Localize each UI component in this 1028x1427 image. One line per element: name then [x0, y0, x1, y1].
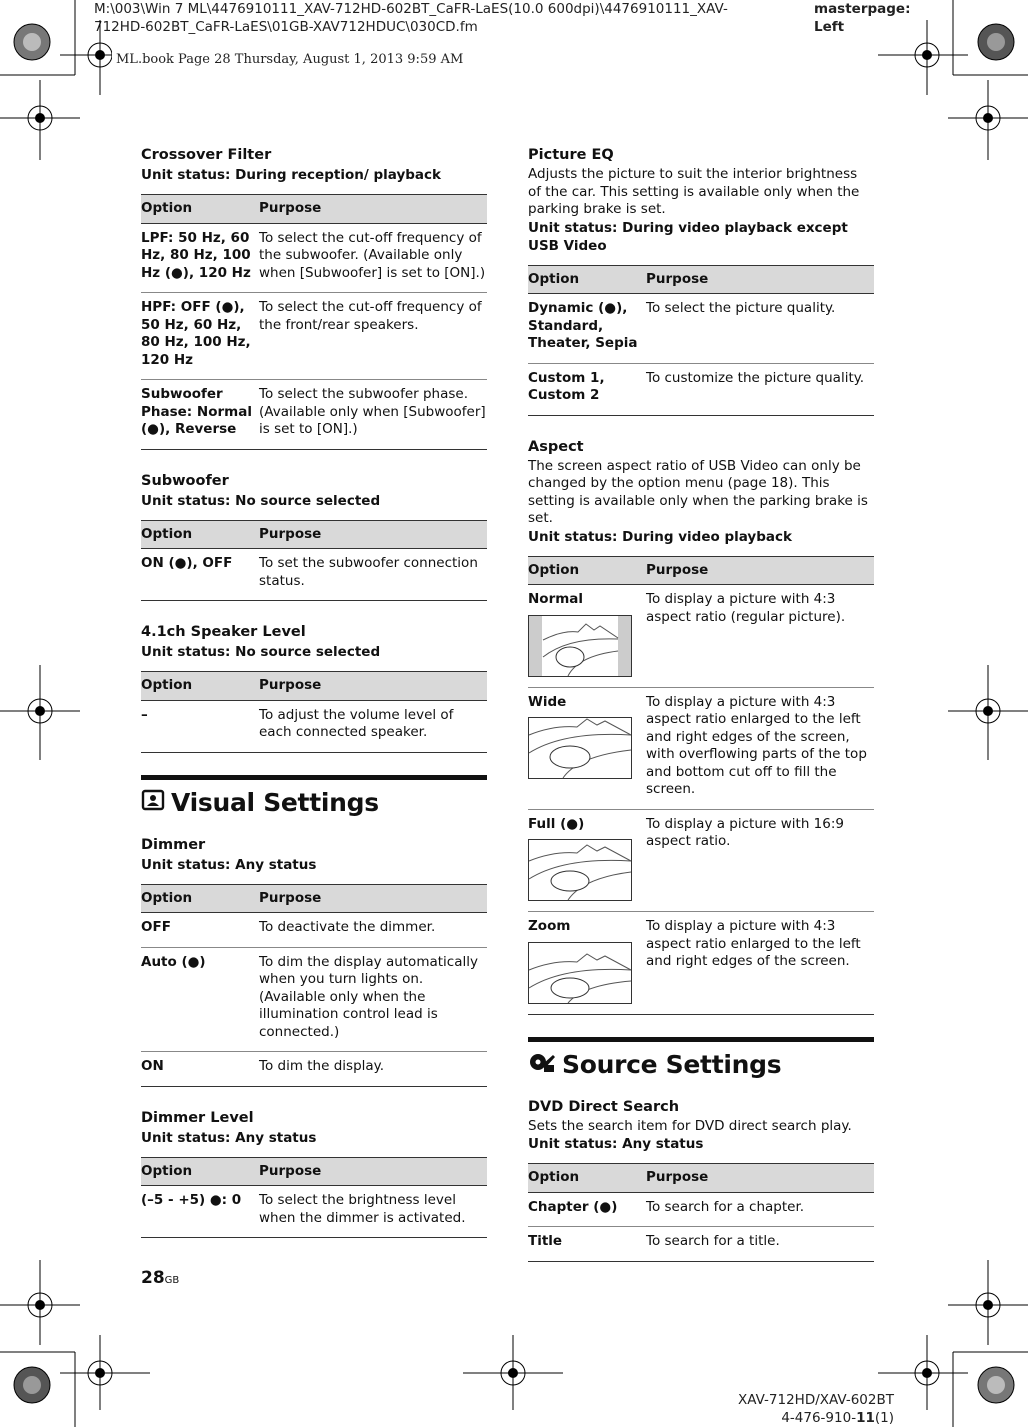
- crossover-unit-status: Unit status: During reception/ playback: [141, 167, 441, 183]
- wide-aspect-illustration: [528, 717, 632, 779]
- dvd-direct-search-unit-status: Unit status: Any status: [528, 1136, 704, 1152]
- aspect-title: Aspect: [528, 438, 584, 455]
- visual-settings-icon: [141, 788, 165, 818]
- normal-aspect-illustration: [528, 615, 632, 677]
- part-number-suffix: (1): [874, 1410, 894, 1426]
- option-header: Option: [528, 556, 646, 585]
- purpose-cell: To select the picture quality.: [646, 294, 874, 364]
- aspect-option-label: Normal: [528, 591, 584, 607]
- option-cell: Title: [528, 1227, 646, 1262]
- purpose-cell: To adjust the volume level of each connected speaker.: [259, 700, 487, 752]
- table-row: [141, 947, 487, 1052]
- dvd-direct-search-section: [528, 1098, 874, 1262]
- table-row: [141, 1186, 487, 1238]
- table-header: [528, 1164, 874, 1193]
- purpose-cell: To deactivate the dimmer.: [259, 913, 487, 948]
- option-cell: LPF: 50 Hz, 60 Hz, 80 Hz, 100 Hz (●), 120 Hz: [141, 223, 259, 293]
- aspect-option-label: Full (●): [528, 815, 585, 832]
- table-row: [528, 363, 874, 415]
- table-header: [141, 520, 487, 549]
- purpose-cell: To display a picture with 4:3 aspect ratio enlarged to the left and right edges of the screen.: [646, 912, 874, 1015]
- subwoofer-title: Subwoofer: [141, 472, 229, 489]
- purpose-header: Purpose: [646, 556, 874, 585]
- purpose-cell: To customize the picture quality.: [646, 363, 874, 415]
- purpose-header: Purpose: [259, 1157, 487, 1186]
- dvd-direct-search-table: [528, 1163, 874, 1262]
- option-header: Option: [141, 520, 259, 549]
- model-footer: [738, 1391, 894, 1427]
- purpose-cell: To set the subwoofer connection status.: [259, 549, 487, 601]
- table-row: [528, 912, 874, 1015]
- table-header: [528, 265, 874, 294]
- aspect-option-label: Zoom: [528, 918, 571, 934]
- speaker-level-unit-status: Unit status: No source selected: [141, 644, 381, 660]
- option-cell: ON (●), OFF: [141, 549, 259, 601]
- subwoofer-table: [141, 520, 487, 602]
- speaker-level-title: 4.1ch Speaker Level: [141, 624, 306, 640]
- table-row: [528, 687, 874, 809]
- option-header: Option: [528, 1164, 646, 1193]
- subwoofer-section: [141, 472, 487, 602]
- book-info-line: ML.book Page 28 Thursday, August 1, 2013 9:59 AM: [112, 52, 467, 67]
- option-cell: [528, 687, 646, 809]
- table-row: [141, 223, 487, 293]
- speaker-level-table: [141, 671, 487, 753]
- zoom-aspect-illustration: [528, 942, 632, 1004]
- table-row: [528, 1227, 874, 1262]
- table-row: [528, 294, 874, 364]
- purpose-cell: To select the brightness level when the dimmer is activated.: [259, 1186, 487, 1238]
- aspect-section: [528, 438, 874, 1015]
- left-column: [141, 146, 487, 1260]
- option-cell: [528, 912, 646, 1015]
- part-number-prefix: 4-476-910-: [781, 1410, 857, 1426]
- picture-eq-section: [528, 146, 874, 416]
- aspect-option-label: Wide: [528, 693, 567, 710]
- file-path: M:\003\Win 7 ML\4476910111_XAV-712HD-602BT_CaFR-LaES(10.0 600dpi)\4476910111_XAV-712HD-602BT_CaFR-LaES\01GB-XAV712HDUC\030CD.fm: [94, 1, 728, 35]
- dvd-direct-search-title: DVD Direct Search: [528, 1098, 680, 1115]
- table-row: [528, 809, 874, 912]
- crossover-section: [141, 146, 487, 450]
- dimmer-level-table: [141, 1157, 487, 1239]
- picture-eq-title: Picture EQ: [528, 147, 614, 163]
- option-cell: ON: [141, 1052, 259, 1087]
- option-header: Option: [141, 1157, 259, 1186]
- option-cell: Auto (●): [141, 947, 259, 1052]
- dimmer-section: [141, 836, 487, 1087]
- picture-eq-description: Adjusts the picture to suit the interior brightness of the car. This setting is available only when the parking brake is set.: [528, 166, 860, 217]
- purpose-cell: To search for a chapter.: [646, 1192, 874, 1227]
- table-row: [141, 700, 487, 752]
- dimmer-level-unit-status: Unit status: Any status: [141, 1129, 317, 1146]
- crossover-table: [141, 194, 487, 450]
- table-header: [141, 195, 487, 224]
- aspect-description: The screen aspect ratio of USB Video can only be changed by the option menu (page 18). This setting is available only when the parking brake is set.: [528, 457, 868, 526]
- table-row: [528, 585, 874, 688]
- table-header: [528, 556, 874, 585]
- purpose-header: Purpose: [259, 520, 487, 549]
- subwoofer-unit-status: Unit status: No source selected: [141, 492, 381, 509]
- purpose-cell: To display a picture with 4:3 aspect ratio enlarged to the left and right edges of the screen, with overflowing parts of the top and bottom cut off to fill the screen.: [646, 687, 874, 809]
- purpose-cell: To select the cut-off frequency of the subwoofer. (Available only when [Subwoofer] is set to [ON].): [259, 223, 487, 293]
- option-cell: HPF: OFF (●), 50 Hz, 60 Hz, 80 Hz, 100 Hz, 120 Hz: [141, 293, 259, 380]
- source-settings-title: Source Settings: [562, 1050, 782, 1079]
- table-header: [141, 1157, 487, 1186]
- dimmer-level-section: [141, 1109, 487, 1239]
- option-cell: OFF: [141, 913, 259, 948]
- picture-eq-table: [528, 265, 874, 416]
- masterpage-label: masterpage: Left: [814, 1, 911, 35]
- purpose-header: Purpose: [259, 884, 487, 913]
- option-header: Option: [141, 672, 259, 701]
- option-header: Option: [141, 195, 259, 224]
- purpose-cell: To select the subwoofer phase. (Available only when [Subwoofer] is set to [ON].): [259, 380, 487, 450]
- purpose-cell: To dim the display.: [259, 1052, 487, 1087]
- table-row: [141, 1052, 487, 1087]
- table-row: [141, 380, 487, 450]
- option-header: Option: [528, 265, 646, 294]
- source-settings-heading: [528, 1037, 874, 1080]
- aspect-unit-status: Unit status: During video playback: [528, 528, 792, 545]
- crossover-title: Crossover Filter: [141, 147, 272, 163]
- purpose-cell: To select the cut-off frequency of the front/rear speakers.: [259, 293, 487, 380]
- aspect-table: [528, 556, 874, 1015]
- option-cell: Subwoofer Phase: Normal (●), Reverse: [141, 380, 259, 450]
- table-row: [141, 549, 487, 601]
- option-cell: [528, 809, 646, 912]
- table-header: [141, 884, 487, 913]
- model-name: XAV-712HD/XAV-602BT: [737, 1392, 894, 1408]
- picture-eq-unit-status: Unit status: During video playback except USB Video: [528, 219, 848, 254]
- part-number-bold: 11: [856, 1410, 875, 1426]
- page-number: [141, 1268, 179, 1288]
- part-number: [738, 1409, 894, 1427]
- full-aspect-illustration: [528, 839, 632, 901]
- dimmer-unit-status: Unit status: Any status: [141, 856, 317, 873]
- visual-settings-title: Visual Settings: [171, 788, 379, 817]
- purpose-cell: To display a picture with 16:9 aspect ratio.: [646, 809, 874, 912]
- purpose-header: Purpose: [259, 195, 487, 224]
- option-cell: Dynamic (●), Standard, Theater, Sepia: [528, 294, 646, 364]
- purpose-cell: To display a picture with 4:3 aspect ratio (regular picture).: [646, 585, 874, 688]
- purpose-header: Purpose: [646, 1164, 874, 1193]
- visual-settings-heading: [141, 775, 487, 818]
- option-cell: –: [141, 700, 259, 752]
- table-row: [141, 913, 487, 948]
- right-column: [528, 146, 874, 1284]
- purpose-cell: To search for a title.: [646, 1227, 874, 1262]
- table-header: [141, 672, 487, 701]
- page-number-value: 28: [141, 1268, 165, 1288]
- purpose-header: Purpose: [646, 265, 874, 294]
- dvd-direct-search-description: Sets the search item for DVD direct search play.: [528, 1117, 852, 1134]
- speaker-level-section: [141, 623, 487, 753]
- option-cell: [528, 585, 646, 688]
- option-cell: (–5 - +5) ●: 0: [141, 1186, 259, 1238]
- source-settings-icon: [528, 1050, 556, 1080]
- table-row: [528, 1192, 874, 1227]
- option-cell: Chapter (●): [528, 1192, 646, 1227]
- dimmer-title: Dimmer: [141, 836, 206, 853]
- dimmer-level-title: Dimmer Level: [141, 1109, 254, 1126]
- option-cell: Custom 1, Custom 2: [528, 363, 646, 415]
- option-header: Option: [141, 884, 259, 913]
- purpose-header: Purpose: [259, 672, 487, 701]
- table-row: [141, 293, 487, 380]
- purpose-cell: To dim the display automatically when you turn lights on. (Available only when the illumination control lead is connected.): [259, 947, 487, 1052]
- page-number-suffix: GB: [164, 1275, 180, 1286]
- dimmer-table: [141, 884, 487, 1087]
